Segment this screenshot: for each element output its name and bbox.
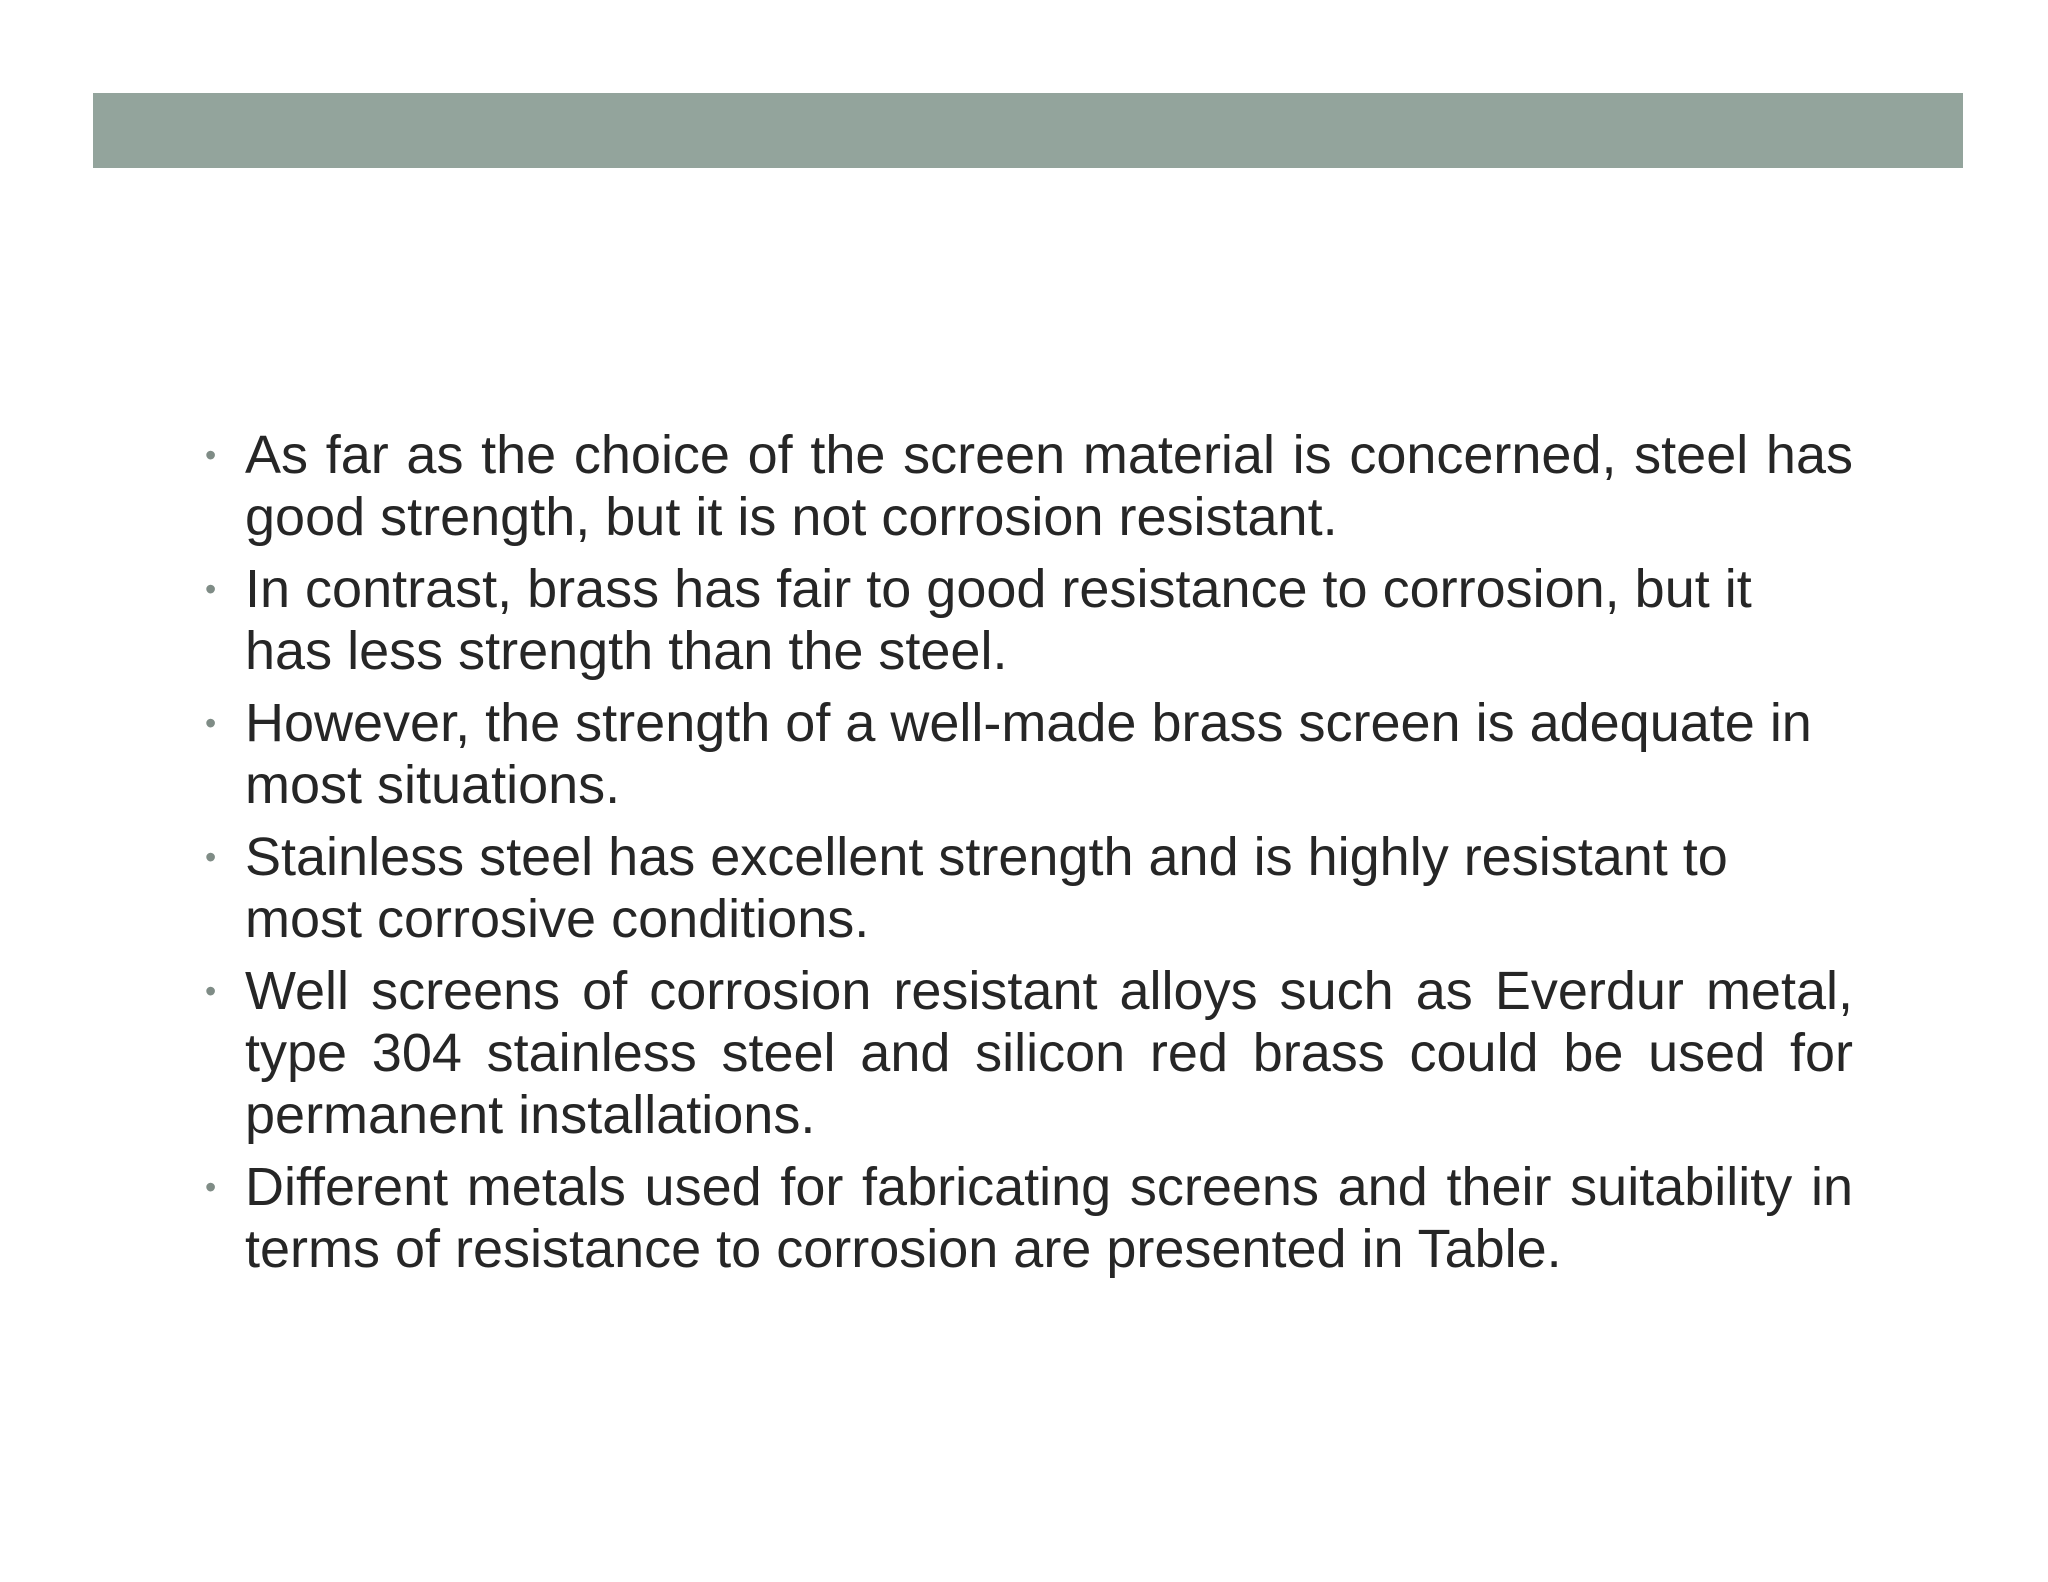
bullet-marker: •: [205, 973, 217, 1009]
bullet-item: [205, 692, 1853, 816]
bullet-text: However, the strength of a well-made brass screen is adequate in most situations.: [245, 693, 1812, 815]
bullet-text: As far as the choice of the screen material is concerned, steel has good strength, but it is not corrosion resistant.: [245, 425, 1853, 547]
bullet-marker: •: [205, 1169, 217, 1205]
bullet-item: [205, 826, 1853, 950]
bullet-text: Stainless steel has excellent strength and is highly resistant to most corrosive conditions.: [245, 827, 1728, 949]
bullet-text: Different metals used for fabricating screens and their suitability in terms of resistance to corrosion are presented in Table.: [245, 1157, 1853, 1279]
bullet-marker: •: [205, 705, 217, 741]
bullet-text: Well screens of corrosion resistant alloys such as Everdur metal, type 304 stainless steel and silicon red brass could be used for permanent installations.: [245, 961, 1853, 1145]
bullet-marker: •: [205, 839, 217, 875]
bullet-item: [205, 1156, 1853, 1280]
title-bar: [93, 93, 1963, 168]
bullet-text: In contrast, brass has fair to good resistance to corrosion, but it has less strength than the steel.: [245, 559, 1752, 681]
bullet-item: [205, 558, 1853, 682]
bullet-item: [205, 960, 1853, 1146]
bullet-marker: •: [205, 437, 217, 473]
bullet-item: [205, 424, 1853, 548]
bullet-marker: •: [205, 571, 217, 607]
bullet-list: [205, 424, 1853, 1290]
